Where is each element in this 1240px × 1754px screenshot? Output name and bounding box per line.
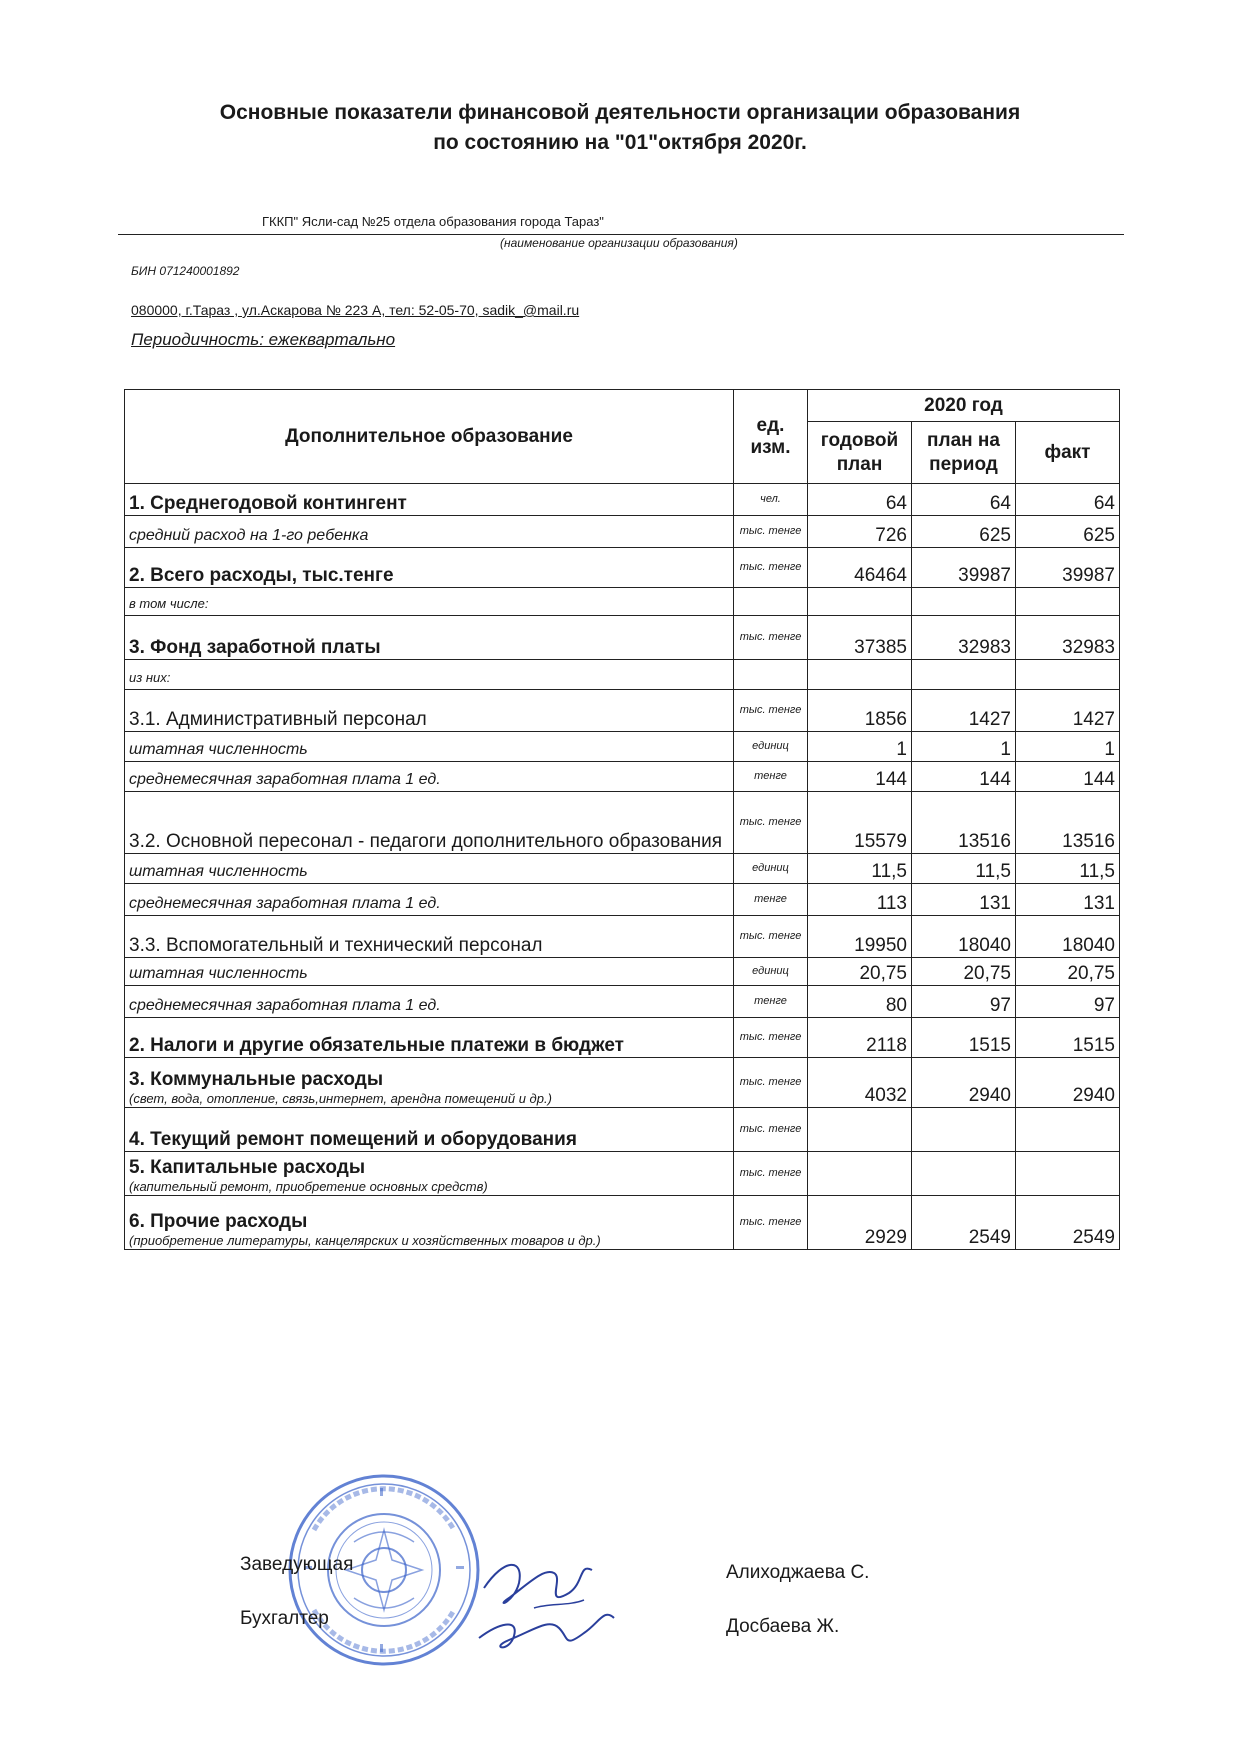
- table-row: [125, 548, 1120, 588]
- row-label: [125, 762, 734, 792]
- financial-indicators-table: [124, 389, 1120, 1250]
- row-unit: тыс. тенге: [734, 1108, 808, 1152]
- table-row: [125, 916, 1120, 958]
- table-row: [125, 690, 1120, 732]
- organization-caption: (наименование организации образования): [500, 236, 738, 250]
- cell-period: [912, 1152, 1016, 1196]
- row-label: [125, 854, 734, 884]
- row-unit: тыс. тенге: [734, 690, 808, 732]
- row-label: [125, 916, 734, 958]
- cell-period: [912, 588, 1016, 616]
- cell-period: 2940: [912, 1058, 1016, 1108]
- cell-fact: 39987: [1016, 548, 1120, 588]
- cell-annual: 4032: [808, 1058, 912, 1108]
- column-header-description: Дополнительное образование: [125, 390, 734, 484]
- row-label-text: штатная численность: [129, 965, 308, 982]
- accountant-role: Бухгалтер: [240, 1608, 329, 1629]
- cell-annual: 46464: [808, 548, 912, 588]
- row-unit: тыс. тенге: [734, 1152, 808, 1196]
- row-label-text: среднемесячная заработная плата 1 ед.: [129, 771, 441, 788]
- row-label: [125, 1196, 734, 1250]
- row-note: (капительный ремонт, приобретение основных средств): [129, 1179, 488, 1194]
- table-row: [125, 516, 1120, 548]
- row-label: [125, 516, 734, 548]
- row-unit: тенге: [734, 884, 808, 916]
- row-label-text: из них:: [129, 670, 171, 685]
- cell-period: 64: [912, 484, 1016, 516]
- table-row: [125, 1018, 1120, 1058]
- table-row: [125, 484, 1120, 516]
- row-label-text: 6. Прочие расходы: [129, 1211, 308, 1232]
- organization-address: 080000, г.Тараз , ул.Аскарова № 223 А, тел: 52-05-70, sadik_@mail.ru: [131, 302, 580, 318]
- row-label: [125, 1018, 734, 1058]
- accountant-name: Досбаева Ж.: [726, 1616, 840, 1637]
- cell-period: [912, 660, 1016, 690]
- row-label: [125, 660, 734, 690]
- cell-fact: 1515: [1016, 1018, 1120, 1058]
- cell-annual: [808, 1108, 912, 1152]
- row-unit: тыс. тенге: [734, 1058, 808, 1108]
- row-label: [125, 732, 734, 762]
- cell-fact: [1016, 588, 1120, 616]
- row-label: [125, 958, 734, 986]
- table-row: [125, 884, 1120, 916]
- row-label-text: штатная численность: [129, 863, 308, 880]
- cell-period: 131: [912, 884, 1016, 916]
- cell-annual: 2118: [808, 1018, 912, 1058]
- row-label-text: 3. Фонд заработной платы: [129, 637, 381, 658]
- cell-fact: 1: [1016, 732, 1120, 762]
- row-unit: [734, 588, 808, 616]
- column-header-annual-plan: годовой план: [808, 422, 912, 484]
- cell-fact: 18040: [1016, 916, 1120, 958]
- table-row: [125, 854, 1120, 884]
- cell-period: 13516: [912, 792, 1016, 854]
- row-note: (свет, вода, отопление, связь,интернет, арендна помещений и др.): [129, 1091, 552, 1106]
- table-row: [125, 660, 1120, 690]
- cell-annual: 726: [808, 516, 912, 548]
- head-name: Алиходжаева С.: [726, 1562, 870, 1583]
- cell-fact: 13516: [1016, 792, 1120, 854]
- row-unit: [734, 660, 808, 690]
- cell-annual: 2929: [808, 1196, 912, 1250]
- column-header-year: 2020 год: [808, 390, 1120, 422]
- organization-line: [118, 210, 1124, 235]
- cell-fact: 32983: [1016, 616, 1120, 660]
- row-label-text: 2. Налоги и другие обязательные платежи в бюджет: [129, 1035, 624, 1056]
- row-unit: тыс. тенге: [734, 548, 808, 588]
- cell-period: 97: [912, 986, 1016, 1018]
- cell-fact: 2940: [1016, 1058, 1120, 1108]
- table-row: [125, 1196, 1120, 1250]
- table-row: [125, 762, 1120, 792]
- cell-annual: 1856: [808, 690, 912, 732]
- row-unit: тыс. тенге: [734, 516, 808, 548]
- signature-icon: [474, 1548, 624, 1668]
- row-label: [125, 884, 734, 916]
- row-label-text: среднемесячная заработная плата 1 ед.: [129, 997, 441, 1014]
- organization-name: ГККП" Ясли-сад №25 отдела образования города Тараз": [262, 214, 604, 229]
- row-label: [125, 986, 734, 1018]
- periodicity: Периодичность: ежеквартально: [131, 330, 396, 349]
- row-unit: тенге: [734, 762, 808, 792]
- row-unit: тыс. тенге: [734, 616, 808, 660]
- cell-annual: [808, 588, 912, 616]
- cell-fact: 625: [1016, 516, 1120, 548]
- cell-period: 11,5: [912, 854, 1016, 884]
- document-title-line1: Основные показатели финансовой деятельности организации образования: [219, 101, 1021, 124]
- column-header-period-plan: план на период: [912, 422, 1016, 484]
- row-label-text: 2. Всего расходы, тыс.тенге: [129, 565, 394, 586]
- table-row: [125, 1058, 1120, 1108]
- cell-annual: 37385: [808, 616, 912, 660]
- cell-period: 39987: [912, 548, 1016, 588]
- table-row: [125, 792, 1120, 854]
- row-label: [125, 1152, 734, 1196]
- cell-period: 625: [912, 516, 1016, 548]
- cell-fact: 131: [1016, 884, 1120, 916]
- cell-annual: 20,75: [808, 958, 912, 986]
- cell-period: 32983: [912, 616, 1016, 660]
- row-unit: тыс. тенге: [734, 1018, 808, 1058]
- cell-period: 1515: [912, 1018, 1016, 1058]
- table-row: [125, 958, 1120, 986]
- document-title-line2: по состоянию на "01"октября 2020г.: [433, 131, 807, 154]
- cell-fact: [1016, 1152, 1120, 1196]
- cell-fact: 2549: [1016, 1196, 1120, 1250]
- row-label-text: 5. Капитальные расходы: [129, 1157, 366, 1178]
- cell-fact: [1016, 1108, 1120, 1152]
- row-unit: единиц: [734, 854, 808, 884]
- row-label: [125, 548, 734, 588]
- cell-annual: 11,5: [808, 854, 912, 884]
- row-label-text: 3.1. Административный персонал: [129, 709, 427, 730]
- row-label: [125, 1108, 734, 1152]
- cell-annual: 113: [808, 884, 912, 916]
- row-label-text: средний расход на 1-го ребенка: [129, 527, 369, 544]
- bin-number: БИН 071240001892: [131, 264, 240, 278]
- cell-annual: 80: [808, 986, 912, 1018]
- cell-fact: 97: [1016, 986, 1120, 1018]
- row-unit: тыс. тенге: [734, 1196, 808, 1250]
- row-label-text: 3.2. Основной пересонал - педагоги дополнительного образования: [129, 831, 723, 852]
- row-label-text: среднемесячная заработная плата 1 ед.: [129, 895, 441, 912]
- table-row: [125, 986, 1120, 1018]
- column-header-fact: факт: [1016, 422, 1120, 484]
- row-note: (приобретение литературы, канцелярских и хозяйственных товаров и др.): [129, 1233, 601, 1248]
- row-label: [125, 690, 734, 732]
- row-unit: чел.: [734, 484, 808, 516]
- row-label-text: штатная численность: [129, 741, 308, 758]
- cell-fact: 1427: [1016, 690, 1120, 732]
- cell-period: 18040: [912, 916, 1016, 958]
- row-label: [125, 1058, 734, 1108]
- row-unit: единиц: [734, 958, 808, 986]
- cell-annual: 19950: [808, 916, 912, 958]
- row-label: [125, 792, 734, 854]
- row-unit: единиц: [734, 732, 808, 762]
- cell-annual: 64: [808, 484, 912, 516]
- cell-fact: 20,75: [1016, 958, 1120, 986]
- table-row: [125, 732, 1120, 762]
- row-label-text: 4. Текущий ремонт помещений и оборудования: [129, 1129, 577, 1150]
- row-label: [125, 484, 734, 516]
- row-label: [125, 616, 734, 660]
- cell-fact: 11,5: [1016, 854, 1120, 884]
- cell-period: 144: [912, 762, 1016, 792]
- cell-period: 20,75: [912, 958, 1016, 986]
- cell-period: 1: [912, 732, 1016, 762]
- head-role: Заведующая: [240, 1554, 354, 1575]
- cell-period: 1427: [912, 690, 1016, 732]
- cell-annual: 15579: [808, 792, 912, 854]
- table-row: [125, 588, 1120, 616]
- cell-annual: 144: [808, 762, 912, 792]
- cell-annual: 1: [808, 732, 912, 762]
- cell-fact: 144: [1016, 762, 1120, 792]
- table-row: [125, 616, 1120, 660]
- cell-period: 2549: [912, 1196, 1016, 1250]
- row-unit: тыс. тенге: [734, 916, 808, 958]
- cell-annual: [808, 660, 912, 690]
- row-label-text: 1. Среднегодовой контингент: [129, 493, 407, 514]
- row-label-text: 3. Коммунальные расходы: [129, 1069, 384, 1090]
- column-header-unit: ед. изм.: [734, 390, 808, 484]
- cell-fact: 64: [1016, 484, 1120, 516]
- table-row: [125, 1152, 1120, 1196]
- row-label: [125, 588, 734, 616]
- row-unit: тенге: [734, 986, 808, 1018]
- cell-period: [912, 1108, 1016, 1152]
- cell-fact: [1016, 660, 1120, 690]
- row-label-text: в том числе:: [129, 596, 209, 611]
- table-body: [125, 484, 1120, 1250]
- row-label-text: 3.3. Вспомогательный и технический персонал: [129, 935, 543, 956]
- cell-annual: [808, 1152, 912, 1196]
- row-unit: тыс. тенге: [734, 792, 808, 854]
- table-row: [125, 1108, 1120, 1152]
